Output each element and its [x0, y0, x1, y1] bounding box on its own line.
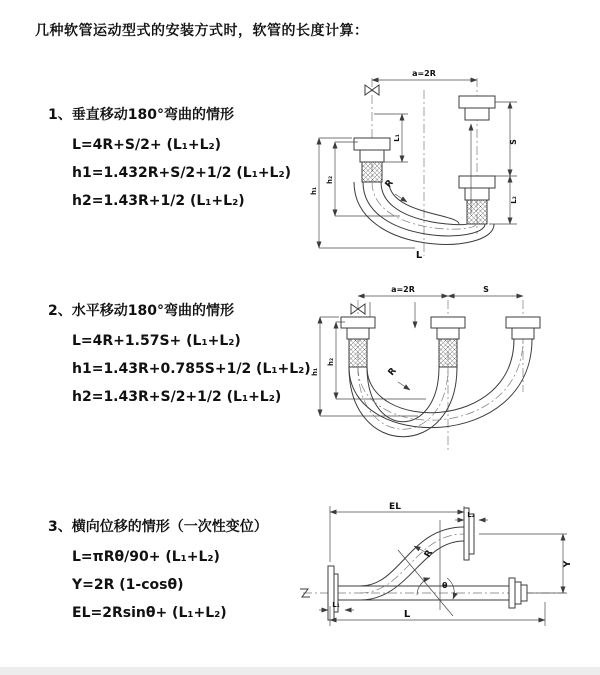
- diagram-horizontal-180: [306, 282, 581, 462]
- dim-label-h2: h₂: [327, 357, 335, 367]
- flange-fitting: [515, 582, 521, 604]
- section-3-heading: 3、横向位移的情形（一次性变位）: [48, 519, 268, 535]
- section-2-heading: 2、水平移动180°弯曲的情形: [48, 303, 234, 319]
- page-title: 几种软管运动型式的安装方式时，软管的长度计算：: [35, 23, 369, 39]
- dim-label-l: L: [415, 250, 423, 261]
- extension-line: [489, 102, 517, 224]
- flange-fitting: [347, 328, 369, 339]
- extension-line: [330, 506, 464, 562]
- page-bottom-edge: [0, 667, 600, 675]
- hose-curve: [349, 367, 457, 437]
- hose-centerline: [360, 534, 464, 593]
- formula-line: h2=1.43R+1/2 (L₁+L₂): [72, 193, 245, 209]
- dim-label-l2: L₂: [467, 511, 475, 519]
- flange-fitting: [506, 317, 540, 328]
- formula-line: h2=1.43R+S/2+1/2 (L₁+L₂): [72, 389, 282, 405]
- flange-fitting: [360, 150, 384, 162]
- diagram-lateral-displacement: [295, 498, 595, 648]
- flange-fitting: [354, 138, 390, 150]
- dim-label-y: Y: [563, 560, 573, 568]
- radius-arrow: [414, 546, 425, 552]
- flange-fitting: [469, 514, 474, 554]
- diagram-vertical-180: [305, 58, 575, 263]
- dim-label-l: L: [403, 609, 411, 620]
- braided-hose-section: [362, 162, 382, 182]
- flange-fitting: [459, 176, 495, 188]
- flange-fitting: [509, 578, 515, 608]
- formula-line: EL=2Rsinθ+ (L₁+L₂): [72, 605, 227, 621]
- angle-arc-arrow: [447, 578, 454, 599]
- radius-arrow: [398, 382, 410, 390]
- dim-label-h1: h₁: [310, 186, 318, 196]
- dim-label-h2: h₂: [326, 175, 334, 185]
- radius-label: R: [383, 178, 396, 190]
- radius-label: R: [422, 548, 436, 560]
- section-horizontal-180: [48, 300, 348, 411]
- formula-line: h1=1.43R+0.785S+1/2 (L₁+L₂): [72, 361, 311, 377]
- dim-label-s: S: [509, 139, 518, 145]
- flange-fitting: [512, 328, 534, 339]
- flange-fitting: [459, 96, 495, 108]
- dim-label-h1: h₁: [311, 367, 319, 377]
- formula-line: Y=2R (1-cosθ): [72, 577, 184, 593]
- flange-fitting: [465, 108, 489, 120]
- section-vertical-180: [48, 104, 348, 215]
- angle-label: θ: [442, 581, 448, 590]
- flange-fitting: [521, 585, 527, 601]
- flange-fitting: [328, 566, 334, 620]
- flange-fitting: [431, 317, 465, 328]
- formula-line: L=4R+S/2+ (L₁+L₂): [72, 137, 222, 153]
- formula-line: h1=1.432R+S/2+1/2 (L₁+L₂): [72, 165, 292, 181]
- formula-line: L=4R+1.57S+ (L₁+L₂): [72, 333, 241, 349]
- flange-fitting: [465, 188, 489, 200]
- dim-label-l1: L₁: [393, 134, 401, 142]
- braided-hose-section: [439, 339, 457, 367]
- flange-fitting: [437, 328, 459, 339]
- dim-label-el: EL: [389, 502, 401, 512]
- section-1-heading: 1、垂直移动180°弯曲的情形: [48, 107, 234, 123]
- dim-label-a: a=2R: [391, 285, 415, 294]
- dim-label-a: a=2R: [412, 69, 436, 78]
- dim-label-l2: L₂: [510, 196, 518, 204]
- dim-label-l1: L₁: [332, 601, 340, 609]
- braided-hose-section: [467, 200, 487, 224]
- dim-label-s: S: [483, 285, 489, 294]
- extension-line: [479, 534, 567, 593]
- radius-label: R: [386, 366, 399, 378]
- flange-fitting: [341, 317, 375, 328]
- formula-line: L=πRθ/90+ (L₁+L₂): [72, 549, 220, 565]
- hose-curve: [360, 541, 464, 600]
- braided-hose-section: [349, 339, 367, 367]
